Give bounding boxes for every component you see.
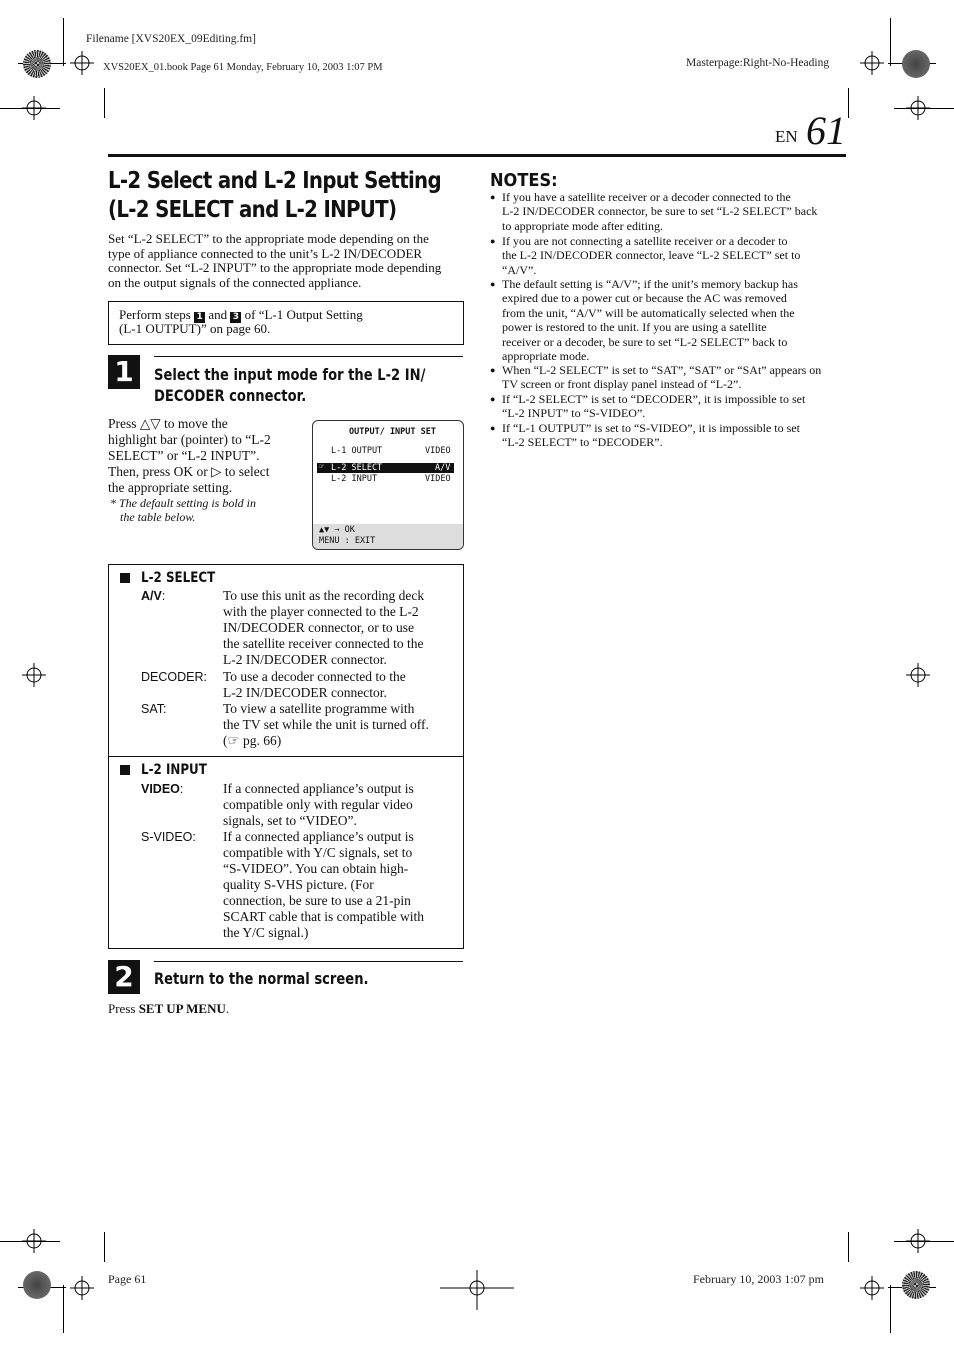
registration-rosette-icon [23, 1271, 51, 1299]
osd-menu-exit: MENU : EXIT [319, 536, 376, 546]
option-description: If a connected appliance’s output is compatible only with regular video signals, set to “VIDEO”. [223, 781, 414, 828]
bullet-icon: ● [490, 394, 496, 404]
l2-select-heading: L-2 SELECT [141, 570, 216, 586]
note-item: ● If you have a satellite receiver or a decoder connected to the L-2 IN/DECODER connector, be sure to set “L-2 SELECT” back to appropriate mode after editing. [490, 190, 818, 233]
page-number: 61 [806, 108, 846, 153]
note-item: ● The default setting is “A/V”; if the unit’s memory backup has expired due to a power cut or because the AC was removed from the unit, “A/V” will be automatically selected when the power is restored to the unit. If you are using a satellite receiver or a decoder, be sure to set “L-2 SELECT” back to appropriate mode. [490, 277, 798, 364]
osd-nav-hint: ▲▼ → OK [319, 525, 355, 535]
crosshair-icon [70, 1276, 94, 1300]
osd-row-value: A/V [435, 463, 451, 473]
language-code: EN [775, 127, 798, 146]
bullet-icon: ● [490, 279, 496, 289]
step-1-badge: 1 [108, 355, 140, 389]
note-item: ● If “L-2 SELECT” is set to “DECODER”, it is impossible to set “L-2 INPUT” to “S-VIDEO”. [490, 392, 806, 421]
table-divider [109, 756, 463, 757]
step-icon: 3 [230, 312, 241, 323]
footer-page: Page 61 [108, 1272, 147, 1286]
step-2-instruction: Press SET UP MENU. [108, 1001, 230, 1016]
osd-menu-screen [312, 420, 464, 550]
intro-paragraph: Set “L-2 SELECT” to the appropriate mode depending on the type of appliance connected to the unit’s L-2 IN/DECODER connector. Set “L-2 INPUT” to the appropriate mode depending on the output signals of the connected appliance. [108, 231, 442, 290]
perform-steps-box: Perform steps 1 and 3 of “L-1 Output Setting (L-1 OUTPUT)” on page 60. [108, 301, 464, 345]
osd-row-label: L-2 SELECT [331, 463, 383, 473]
step2-rule [154, 961, 463, 962]
bullet-icon: ● [490, 192, 496, 202]
note-item: ● If you are not connecting a satellite receiver or a decoder to the L-2 IN/DECODER connector, leave “L-2 SELECT” set to “A/V”. [490, 234, 801, 277]
bullet-icon: ● [490, 423, 496, 433]
page-title: L-2 Select and L-2 Input Setting (L-2 SELECT and L-2 INPUT) [108, 168, 441, 223]
filename-label: Filename [XVS20EX_09Editing.fm] [86, 33, 256, 45]
option-description: To use a decoder connected to the L-2 IN/DECODER connector. [223, 669, 406, 700]
option-key: A/V: [141, 589, 166, 603]
registration-rosette-icon [902, 50, 930, 78]
note-item: ● When “L-2 SELECT” is set to “SAT”, “SAT” or “SAt” appears on TV screen or front display panel instead of “L-2”. [490, 363, 822, 392]
square-bullet-icon [120, 573, 130, 583]
step-2-title: Return to the normal screen. [154, 969, 369, 988]
option-key: DECODER: [141, 670, 207, 684]
option-description: If a connected appliance’s output is compatible with Y/C signals, set to “S-VIDEO”. You can obtain high- quality S-VHS picture. (For connection, be sure to use a 21-pin SCART cable that is compatible with the Y/C signal.) [223, 829, 425, 940]
notes-heading: NOTES: [490, 170, 558, 191]
header-rule [108, 154, 846, 157]
note-item: ● If “L-1 OUTPUT” is set to “S-VIDEO”, it is impossible to set “L-2 SELECT” to “DECODER”. [490, 421, 800, 450]
square-bullet-icon [120, 765, 130, 775]
crosshair-icon [860, 1276, 884, 1300]
option-key: S-VIDEO: [141, 830, 196, 844]
pointer-icon: ☞ [319, 462, 325, 472]
step-2-badge: 2 [108, 960, 140, 994]
option-key: VIDEO: [141, 782, 184, 796]
settings-table [108, 564, 464, 949]
registration-rosette-icon [23, 50, 51, 78]
step-1-title: Select the input mode for the L-2 IN/ DECODER connector. [154, 365, 426, 405]
book-info-label: XVS20EX_01.book Page 61 Monday, February 10, 2003 1:07 PM [103, 62, 383, 73]
default-setting-note: * The default setting is bold in the table below. [110, 496, 256, 524]
option-key: SAT: [141, 702, 167, 716]
masterpage-label: Masterpage:Right-No-Heading [686, 57, 830, 69]
osd-row-value: VIDEO [425, 474, 451, 484]
osd-row-label: L-2 INPUT [331, 474, 378, 484]
osd-title: OUTPUT/ INPUT SET [349, 427, 436, 437]
step-icon: 1 [194, 312, 205, 323]
crosshair-icon [440, 1270, 514, 1310]
bullet-icon: ● [490, 365, 496, 375]
osd-row-label: L-1 OUTPUT [331, 446, 383, 456]
osd-row-value: VIDEO [425, 446, 451, 456]
crosshair-icon [70, 51, 94, 75]
step1-rule [154, 356, 463, 357]
option-description: To use this unit as the recording deck with the player connected to the L-2 IN/DECODER connector, or to use the satellite receiver connected to the L-2 IN/DECODER connector. [223, 588, 425, 667]
crosshair-icon [22, 663, 46, 687]
bullet-icon: ● [490, 236, 496, 246]
option-description: To view a satellite programme with the TV set while the unit is turned off. (☞ pg. 66) [223, 701, 429, 748]
l2-input-heading: L-2 INPUT [141, 762, 207, 778]
crosshair-icon [860, 51, 884, 75]
crosshair-icon [906, 663, 930, 687]
registration-rosette-icon [902, 1271, 930, 1299]
step-1-instructions: Press △▽ to move the highlight bar (pointer) to “L-2 SELECT” or “L-2 INPUT”. Then, press OK or ▷ to select the appropriate setting. [108, 416, 271, 495]
footer-date: February 10, 2003 1:07 pm [693, 1272, 824, 1286]
